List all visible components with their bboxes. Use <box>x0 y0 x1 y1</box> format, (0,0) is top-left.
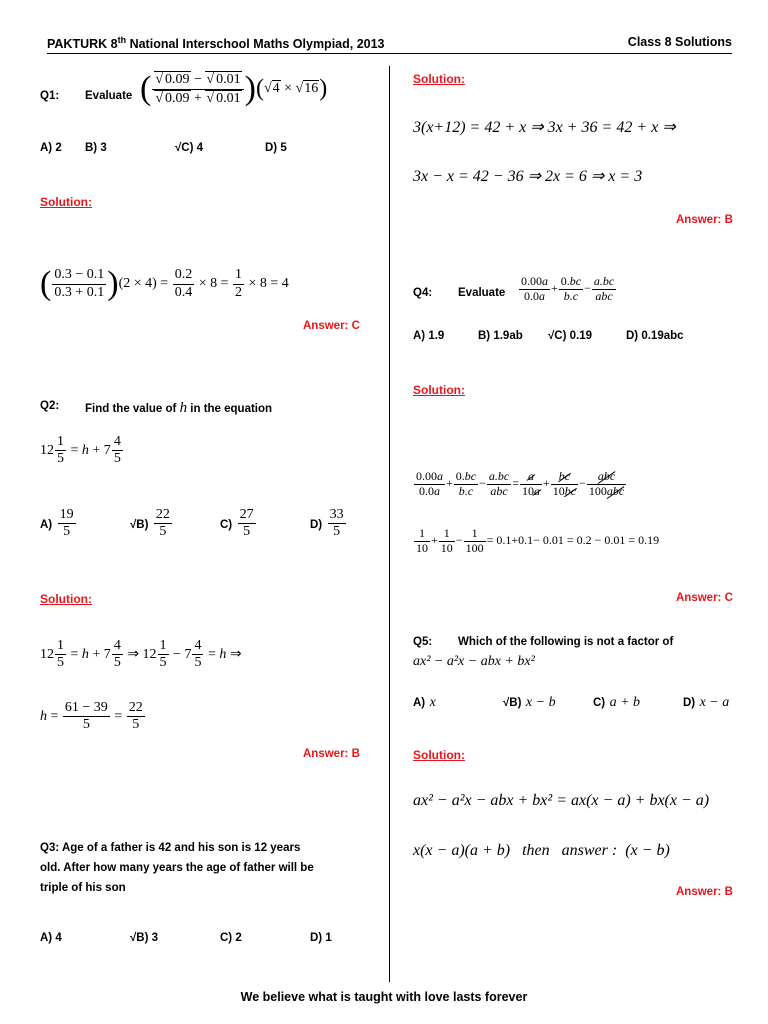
q4-option-c[interactable]: √C) 0.19 <box>548 330 593 342</box>
q2-equation: 12 $\frac{1}{5}$ = h + 7 $\frac{4}{5}$ <box>40 434 121 467</box>
q1-prompt: Evaluate <box>85 90 133 102</box>
q1-option-c[interactable]: √C) 4 <box>175 142 204 154</box>
q4-option-d[interactable]: D) 0.19abc <box>626 330 684 342</box>
q5-solution-line1: ax² − a²x − abx + bx² = ax(x − a) + bx(x − a) <box>413 792 710 809</box>
q1-option-b[interactable]: B) 3 <box>85 142 107 154</box>
q3-option-d[interactable]: D) 1 <box>310 932 332 944</box>
q5-prompt: Which of the following is not a factor of <box>458 636 674 648</box>
q4-solution-line2: $\frac{1}{10}$ + $\frac{1}{10}$ − $\frac{1}{100}$ = 0.1+0.1− 0.01 = 0.2 − 0.01 = 0.19 <box>416 526 660 555</box>
q3-option-b[interactable]: √B) 3 <box>130 932 159 944</box>
page-header <box>47 35 732 55</box>
q4-answer: Answer: C <box>676 592 733 604</box>
q3-option-c[interactable]: C) 2 <box>220 932 242 944</box>
q1-solution-expression: ( $\frac{0.3 - 0.1}{0.3 + 0.1}$ )(2 × 4) = $\frac{0.2}{0.4}$ × 8 = $\frac{1}{2}$ × 8 = 4 <box>40 265 289 302</box>
q4-option-b[interactable]: B) 1.9ab <box>478 330 523 342</box>
q3-line3: triple of his son <box>40 882 126 894</box>
q2-option-c[interactable]: C) $\frac{27}{5}$ <box>220 507 254 540</box>
q2-option-d[interactable]: D) $\frac{33}{5}$ <box>310 507 344 540</box>
q5-solution-line2: x(x − a)(a + b) then answer : (x − b) <box>413 842 670 859</box>
header-title: PAKTURK 8th National Interschool Maths Olympiad, 2013 <box>47 35 385 52</box>
q5-option-b[interactable]: √B) x − b <box>503 695 556 710</box>
q3-line2: old. After how many years the age of father will be <box>40 862 314 874</box>
q4-solution-line1: $\frac{0.00a}{0.0a}$ + $\frac{0.bc}{b.c}$ − $\frac{a.bc}{\text{abc}}$ = $\frac{a}{10a}$ + $\frac{bc}{10bc}$ − $\frac{\text{abc}}{\text{100abc}}$ <box>416 469 625 498</box>
q2-solution-line2: h = $\frac{61 - 39}{5}$ = $\frac{22}{5}$ <box>40 700 143 733</box>
column-divider <box>389 66 390 982</box>
header-rule <box>47 53 732 54</box>
q1-answer: Answer: C <box>303 320 360 332</box>
q2-number: Q2: <box>40 400 60 412</box>
q4-solution-label: Solution: <box>413 383 465 397</box>
q5-expression: ax² − a²x − abx + bx² <box>413 654 535 669</box>
q3-solution-line1: 3(x+12) = 42 + x ⇒ 3x + 36 = 42 + x ⇒ <box>413 119 676 136</box>
q3-solution-label: Solution: <box>413 72 465 86</box>
q5-solution-label: Solution: <box>413 748 465 762</box>
page-footer: We believe what is taught with love lasts forever <box>240 990 528 1004</box>
q1-option-d[interactable]: D) 5 <box>265 142 287 154</box>
q2-option-a[interactable]: A) $\frac{19}{5}$ <box>40 507 74 540</box>
header-class: Class 8 Solutions <box>627 35 732 49</box>
q1-expression: ( $\frac{√ 0.09 - √ 0.01}{√ 0.09 + √ 0.01}$ )(√4 × √16) <box>140 70 328 107</box>
q1-number: Q1: <box>40 90 60 102</box>
q2-prompt: Find the value of h in the equation <box>85 400 273 416</box>
q4-option-a[interactable]: A) 1.9 <box>413 330 445 342</box>
q5-number: Q5: <box>413 636 433 648</box>
q3-option-a[interactable]: A) 4 <box>40 932 62 944</box>
q5-option-c[interactable]: C) a + b <box>593 695 641 710</box>
q5-option-a[interactable]: A) x <box>413 695 436 710</box>
q5-option-d[interactable]: D) x − a <box>683 695 730 710</box>
q3-line1: Q3: Age of a father is 42 and his son is 12 years <box>40 842 301 854</box>
q2-answer: Answer: B <box>303 748 360 760</box>
q3-solution-line2: 3x − x = 42 − 36 ⇒ 2x = 6 ⇒ x = 3 <box>413 168 643 185</box>
q1-solution-label: Solution: <box>40 195 92 209</box>
q2-solution-line1: 12 $\frac{1}{5}$ = h + 7 $\frac{4}{5}$ ⇒ 12 $\frac{1}{5}$ − 7 $\frac{4}{5}$ = h ⇒ <box>40 638 242 671</box>
q4-prompt: Evaluate <box>458 287 506 299</box>
q4-expression: $\frac{0.00a}{0.0a}$ + $\frac{0.bc}{b.c}$ − $\frac{a.bc}{\text{abc}}$ <box>521 274 615 303</box>
q2-option-b[interactable]: √B) $\frac{22}{5}$ <box>130 507 170 540</box>
q1-option-a[interactable]: A) 2 <box>40 142 62 154</box>
q4-number: Q4: <box>413 287 433 299</box>
q3-answer: Answer: B <box>676 214 733 226</box>
q2-solution-label: Solution: <box>40 592 92 606</box>
q5-answer: Answer: B <box>676 886 733 898</box>
